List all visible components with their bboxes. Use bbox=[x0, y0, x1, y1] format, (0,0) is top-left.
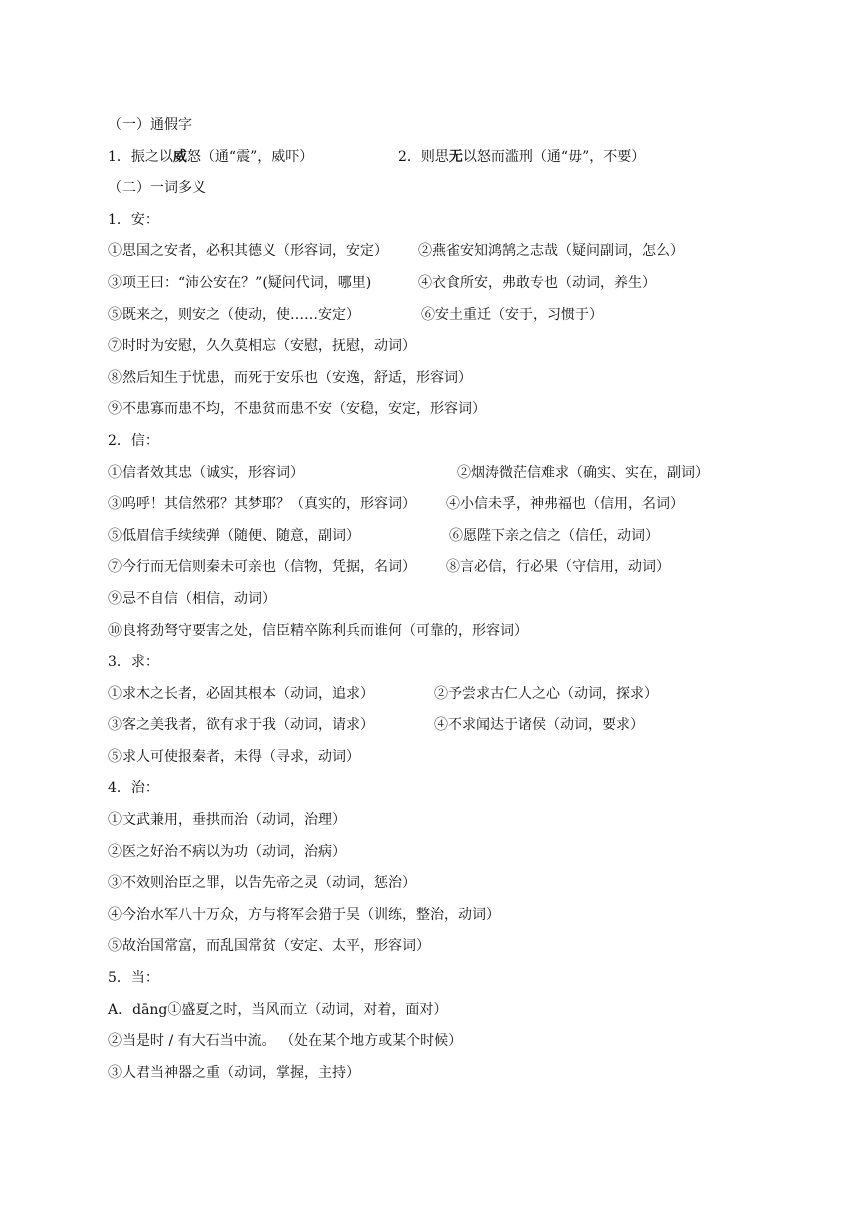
example: ⑥安土重迁（安于，习惯于） bbox=[421, 306, 603, 323]
example-row bbox=[108, 616, 808, 648]
example-row bbox=[108, 931, 808, 963]
example-row bbox=[108, 995, 808, 1027]
example: ⑤求人可使报秦者，未得（寻求，动词） bbox=[108, 748, 360, 765]
example: ⑨忌不自信（相信，动词） bbox=[108, 590, 276, 607]
bold-character: 无 bbox=[448, 148, 463, 165]
example: ①思国之安者，必积其德义（形容词，安定） bbox=[108, 243, 388, 260]
example: ⑧言必信，行必果（守信用，动词） bbox=[446, 559, 670, 576]
example-row bbox=[108, 363, 808, 395]
example-row bbox=[108, 521, 808, 553]
example: ⑤故治国常富，而乱国常贫（安定、太平，形容词） bbox=[108, 938, 430, 955]
example: ⑦今行而无信则秦未可亲也（信物，凭据，名词） bbox=[108, 559, 416, 576]
example: ⑧然后知生于忧患，而死于安乐也（安逸，舒适，形容词） bbox=[108, 369, 472, 386]
entry-heading-an: 1．安： bbox=[108, 211, 159, 228]
example: ②医之好治不病以为功（动词，治病） bbox=[108, 843, 346, 860]
example: ⑥愿陛下亲之信之（信任，动词） bbox=[449, 527, 659, 544]
entry-heading-qiu: 3．求： bbox=[108, 654, 159, 671]
example-row bbox=[108, 458, 808, 490]
example: ①求木之长者，必固其根本（动词，追求） bbox=[108, 685, 374, 702]
example: ③客之美我者，欲有求于我（动词，请求） bbox=[108, 717, 374, 734]
bold-character: 威 bbox=[172, 148, 187, 165]
example: A．dāng①盛夏之时，当风而立（动词，对着，面对） bbox=[108, 1001, 448, 1018]
example: ②烟涛微茫信难求（确实、实在，副词） bbox=[457, 464, 709, 481]
example: ④衣食所安，弗敢专也（动词，养生） bbox=[418, 274, 656, 291]
example: ⑩良将劲弩守要害之处，信臣精卒陈利兵而谁何（可靠的，形容词） bbox=[108, 622, 528, 639]
example: ④小信未孚，神弗福也（信用，名词） bbox=[446, 496, 684, 513]
document-page bbox=[108, 110, 808, 1089]
example-row bbox=[108, 268, 808, 300]
example: ②予尝求古仁人之心（动词，探求） bbox=[434, 685, 658, 702]
example-row bbox=[108, 394, 808, 426]
example-row bbox=[108, 489, 808, 521]
example-row bbox=[108, 868, 808, 900]
example: ⑤既来之，则安之（使动，使……安定） bbox=[108, 306, 360, 323]
example: ③项王曰：“沛公安在？”(疑问代词，哪里) bbox=[108, 274, 372, 291]
example: ⑨不患寡而患不均，不患贫而患不安（安稳，安定，形容词） bbox=[108, 401, 486, 418]
example: ③人君当神器之重（动词，掌握，主持） bbox=[108, 1064, 360, 1081]
example: ⑦时时为安慰，久久莫相忘（安慰，抚慰，动词） bbox=[108, 338, 416, 355]
example: ③不效则治臣之罪，以告先帝之灵（动词，惩治） bbox=[108, 875, 416, 892]
section-heading-text: （二）一词多义 bbox=[108, 180, 206, 197]
tongjiazi-item-1: 1．振之以威怒（通“震”，威吓） bbox=[108, 148, 314, 165]
example-row bbox=[108, 900, 808, 932]
example-row bbox=[108, 710, 808, 742]
section-heading-text: （一）通假字 bbox=[108, 117, 192, 133]
example: ③呜呼！其信然邪？其梦耶？（真实的，形容词） bbox=[108, 496, 416, 513]
example: ①信者效其忠（诚实，形容词） bbox=[108, 464, 304, 481]
example: ②当是时 / 有大石当中流。 （处在某个地方或某个时候） bbox=[108, 1033, 463, 1050]
entry-heading-dang: 5．当： bbox=[108, 970, 159, 987]
example-row bbox=[108, 236, 808, 268]
example: ④不求闻达于诸侯（动词，要求） bbox=[434, 717, 644, 734]
example-row bbox=[108, 1026, 808, 1058]
entry-heading-xin: 2．信： bbox=[108, 432, 159, 449]
example-row bbox=[108, 679, 808, 711]
tongjiazi-item-2: 2．则思无以怒而滥刑（通“毋”，不要） bbox=[398, 148, 646, 165]
example-row bbox=[108, 837, 808, 869]
entry-heading-zhi: 4．治： bbox=[108, 780, 159, 797]
example: ⑤低眉信手续续弹（随便、随意，副词） bbox=[108, 527, 360, 544]
tongjiazi-row bbox=[108, 142, 808, 174]
example-row bbox=[108, 805, 808, 837]
example-row bbox=[108, 1058, 808, 1090]
example-row bbox=[108, 331, 808, 363]
example-row bbox=[108, 584, 808, 616]
example: ②燕雀安知鸿鹄之志哉（疑问副词，怎么） bbox=[418, 243, 684, 260]
section-heading-yicidouyi bbox=[108, 173, 808, 205]
example-row bbox=[108, 742, 808, 774]
example-row bbox=[108, 300, 808, 332]
example: ④今治水军八十万众，方与将军会猎于吴（训练，整治，动词） bbox=[108, 906, 500, 923]
example: ①文武兼用，垂拱而治（动词，治理） bbox=[108, 812, 346, 829]
example-row bbox=[108, 552, 808, 584]
section-heading-tongjiazi bbox=[108, 110, 808, 142]
